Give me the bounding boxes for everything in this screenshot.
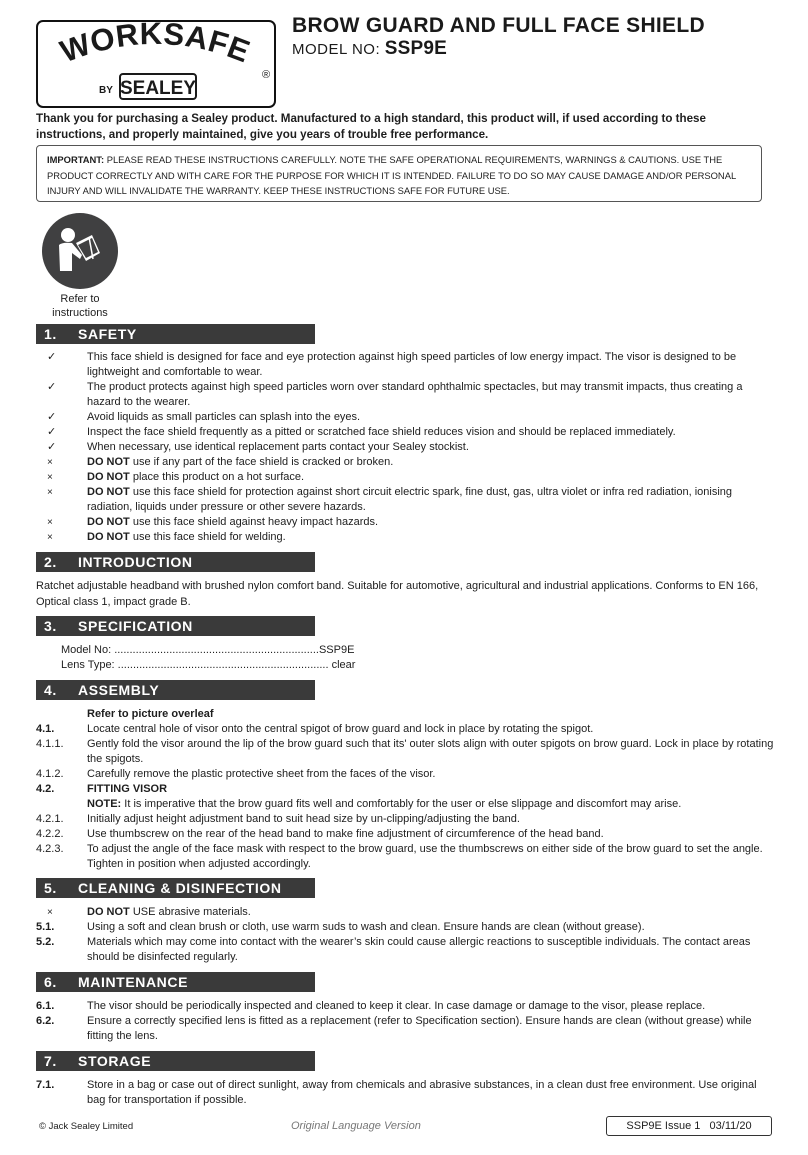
safety-item bbox=[36, 485, 776, 515]
section-number: 5. bbox=[44, 880, 57, 896]
section-number: 4. bbox=[44, 682, 57, 698]
item-text: The visor should be periodically inspected and cleaned to keep it clear. In case damage or damage to the visor, please replace. bbox=[87, 1000, 706, 1012]
model-label: MODEL NO: bbox=[292, 41, 381, 58]
check-icon: ✓ bbox=[47, 441, 57, 453]
item-emphasis: DO NOT bbox=[87, 516, 130, 528]
item-text: When necessary, use identical replacement parts contact your Sealey stockist. bbox=[87, 441, 469, 453]
section-title: ASSEMBLY bbox=[78, 682, 160, 698]
item-emphasis: DO NOT bbox=[87, 471, 130, 483]
item-number: 4.2. bbox=[36, 783, 55, 795]
item-text: Avoid liquids as small particles can splash into the eyes. bbox=[87, 411, 361, 423]
item-text: Initially adjust height adjustment band to suit head size by un-clipping/adjusting the band. bbox=[87, 813, 520, 825]
cleaning-list bbox=[36, 905, 776, 965]
assembly-item bbox=[36, 797, 776, 812]
maintenance-item bbox=[36, 999, 776, 1014]
worksafe-logo-graphic bbox=[38, 22, 273, 105]
safety-item bbox=[36, 425, 776, 440]
maintenance-item bbox=[36, 1014, 776, 1044]
read-manual-icon bbox=[42, 213, 118, 289]
section-header-specification bbox=[36, 616, 315, 636]
item-number: 6.1. bbox=[36, 1000, 55, 1012]
cleaning-item bbox=[36, 905, 776, 920]
item-text: This face shield is designed for face and eye protection against high speed particles of low energy impact. The visor is designed to be lightweight and comfortable to wear. bbox=[87, 351, 737, 378]
cross-icon: × bbox=[47, 907, 53, 918]
check-icon: ✓ bbox=[47, 411, 57, 423]
section-header-safety bbox=[36, 324, 315, 344]
item-emphasis: DO NOT bbox=[87, 531, 130, 543]
item-number: 6.2. bbox=[36, 1015, 55, 1027]
item-text: Use thumbscrew on the rear of the head band to make fine adjustment of circumference of the head band. bbox=[87, 828, 604, 840]
item-number: 4.1.1. bbox=[36, 738, 64, 750]
item-emphasis: DO NOT bbox=[87, 456, 130, 468]
logo-registered-mark: ® bbox=[262, 69, 271, 81]
item-number: 4.2.3. bbox=[36, 843, 64, 855]
section-header-cleaning bbox=[36, 878, 315, 898]
safety-item bbox=[36, 440, 776, 455]
item-text: use this face shield for welding. bbox=[129, 531, 286, 543]
introduction-text: Ratchet adjustable headband with brushed nylon comfort band. Suitable for automotive, agricultural and industrial applications. Conforms to EN 166, Optical class 1, impact grade B. bbox=[36, 580, 759, 608]
item-number: 4.1. bbox=[36, 723, 55, 735]
item-text: use this face shield against heavy impact hazards. bbox=[129, 516, 379, 528]
refer-caption bbox=[42, 292, 118, 320]
section-title: SPECIFICATION bbox=[78, 618, 193, 634]
important-notice bbox=[36, 145, 762, 202]
storage-item bbox=[36, 1078, 776, 1108]
cross-icon: × bbox=[47, 472, 53, 483]
cleaning-item bbox=[36, 935, 776, 965]
check-icon: ✓ bbox=[47, 351, 57, 363]
assembly-item bbox=[36, 827, 776, 842]
item-text: Ensure a correctly specified lens is fitted as a replacement (refer to Specification section). Ensure hands are clean (without grease) while fitting the lens. bbox=[87, 1015, 752, 1042]
item-emphasis: DO NOT bbox=[87, 906, 130, 918]
model-value: SSP9E bbox=[384, 38, 448, 59]
section-title: MAINTENANCE bbox=[78, 974, 189, 990]
item-text: USE abrasive materials. bbox=[129, 906, 251, 918]
check-icon: ✓ bbox=[47, 381, 57, 393]
important-label: IMPORTANT: bbox=[47, 154, 105, 165]
important-text: PLEASE READ THESE INSTRUCTIONS CAREFULLY. NOTE THE SAFE OPERATIONAL REQUIREMENTS, WARNINGS & CAUTIONS. USE THE PRODUCT CORRECTLY AND WITH CARE FOR THE PURPOSE FOR WHICH IT IS INTENDED. FAILURE TO DO SO MAY CAUSE DAMAGE AND/OR PERSONAL INJURY AND WILL INVALIDATE THE WARRANTY. KEEP THESE INSTRUCTIONS SAFE FOR FUTURE USE. bbox=[47, 154, 736, 196]
item-text: Store in a bag or case out of direct sunlight, away from chemicals and abrasive substances, in a clean dust free environment. Use original bag for transportation if possible. bbox=[87, 1079, 757, 1106]
worksafe-logo bbox=[36, 20, 276, 108]
refer-line2: instructions bbox=[52, 307, 108, 319]
section-number: 6. bbox=[44, 974, 57, 990]
item-text: Inspect the face shield frequently as a pitted or scratched face shield reduces vision and should be replaced immediately. bbox=[87, 426, 676, 438]
cross-icon: × bbox=[47, 487, 53, 498]
item-number: 7.1. bbox=[36, 1079, 55, 1091]
safety-item bbox=[36, 455, 776, 470]
section-header-assembly bbox=[36, 680, 315, 700]
section-header-maintenance bbox=[36, 972, 315, 992]
item-text: Locate central hole of visor onto the central spigot of brow guard and lock in place by rotating the spigot. bbox=[87, 723, 594, 735]
section-title: SAFETY bbox=[78, 326, 137, 342]
safety-list bbox=[36, 350, 776, 545]
section-number: 3. bbox=[44, 618, 57, 634]
specification-list bbox=[61, 643, 801, 673]
cleaning-item bbox=[36, 920, 776, 935]
section-title: CLEANING & DISINFECTION bbox=[78, 880, 282, 896]
logo-main-text: WORKSAFE bbox=[55, 22, 255, 70]
cross-icon: × bbox=[47, 517, 53, 528]
section-number: 1. bbox=[44, 326, 57, 342]
item-text: To adjust the angle of the face mask with respect to the brow guard, use the thumbscrews on either side of the brow guard to set the angle. Tighten in position when adjusted accordingly. bbox=[87, 843, 763, 870]
footer-version: Original Language Version bbox=[291, 1120, 421, 1132]
item-text: The product protects against high speed particles worn over standard ophthalmic spectacles, but may transmit impacts, thus creating a hazard to the wearer. bbox=[87, 381, 743, 408]
item-number: 5.1. bbox=[36, 921, 55, 933]
item-text: Using a soft and clean brush or cloth, use warm suds to wash and clean. Ensure hands are clean (without grease). bbox=[87, 921, 645, 933]
item-emphasis: FITTING VISOR bbox=[87, 783, 168, 795]
item-number: 4.2.1. bbox=[36, 813, 64, 825]
spec-lens-type: Lens Type: ..................................................................... clear bbox=[61, 659, 356, 671]
assembly-item bbox=[36, 767, 776, 782]
svg-text:WORKSAFE bbox=[56, 22, 255, 69]
check-icon: ✓ bbox=[47, 426, 57, 438]
refer-line1: Refer to bbox=[60, 293, 100, 305]
item-emphasis: DO NOT bbox=[87, 486, 130, 498]
item-number: 5.2. bbox=[36, 936, 55, 948]
item-text: use this face shield for protection against short circuit electric spark, fine dust, gas, ultra violet or infra red radiation, ionising radiation, liquids under pressure or other severe hazards. bbox=[87, 486, 733, 513]
safety-item bbox=[36, 530, 776, 545]
spec-model-no: Model No: ...................................................................SSP9E bbox=[61, 644, 355, 656]
item-emphasis: NOTE: bbox=[87, 798, 122, 810]
section-number: 7. bbox=[44, 1053, 57, 1069]
logo-by-text: BY bbox=[99, 85, 113, 96]
safety-item bbox=[36, 380, 776, 410]
maintenance-list bbox=[36, 999, 776, 1044]
assembly-item bbox=[36, 722, 776, 737]
page-title: BROW GUARD AND FULL FACE SHIELD bbox=[292, 14, 705, 37]
section-number: 2. bbox=[44, 554, 57, 570]
item-number: 4.2.2. bbox=[36, 828, 64, 840]
safety-item bbox=[36, 515, 776, 530]
intro-text: Thank you for purchasing a Sealey product. Manufactured to a high standard, this product will, if used according to these instructions, and properly maintained, give you years of trouble free performance. bbox=[36, 112, 706, 141]
model-number bbox=[292, 38, 447, 60]
logo-sub-text: SEALEY bbox=[119, 78, 197, 99]
item-text: Carefully remove the plastic protective sheet from the faces of the visor. bbox=[87, 768, 436, 780]
section-header-introduction bbox=[36, 552, 315, 572]
section-title: STORAGE bbox=[78, 1053, 152, 1069]
assembly-item bbox=[36, 842, 776, 872]
item-text: It is imperative that the brow guard fits well and comfortably for the user or else slippage and discomfort may arise. bbox=[121, 798, 682, 810]
section-header-storage bbox=[36, 1051, 315, 1071]
assembly-item bbox=[36, 737, 776, 767]
item-text: place this product on a hot surface. bbox=[129, 471, 305, 483]
section-title: INTRODUCTION bbox=[78, 554, 193, 570]
assembly-item bbox=[36, 782, 776, 797]
assembly-subhead: Refer to picture overleaf bbox=[87, 708, 214, 720]
safety-item bbox=[36, 350, 776, 380]
refer-instructions bbox=[42, 213, 118, 320]
item-text: use if any part of the face shield is cracked or broken. bbox=[129, 456, 394, 468]
item-text: Gently fold the visor around the lip of the brow guard such that its' outer slots align with outer spigots on brow guard. Lock in place by rotating the spigots. bbox=[87, 738, 774, 765]
cross-icon: × bbox=[47, 457, 53, 468]
item-number: 4.1.2. bbox=[36, 768, 64, 780]
assembly-list bbox=[36, 707, 776, 872]
safety-item bbox=[36, 410, 776, 425]
storage-list bbox=[36, 1078, 776, 1108]
safety-item bbox=[36, 470, 776, 485]
assembly-item bbox=[36, 812, 776, 827]
cross-icon: × bbox=[47, 532, 53, 543]
item-text: Materials which may come into contact with the wearer’s skin could cause allergic reactions to susceptible individuals. The contact areas should be disinfected regularly. bbox=[87, 936, 751, 963]
footer-copyright: © Jack Sealey Limited bbox=[39, 1121, 134, 1132]
footer-issue: SSP9E Issue 1 03/11/20 bbox=[606, 1116, 772, 1136]
